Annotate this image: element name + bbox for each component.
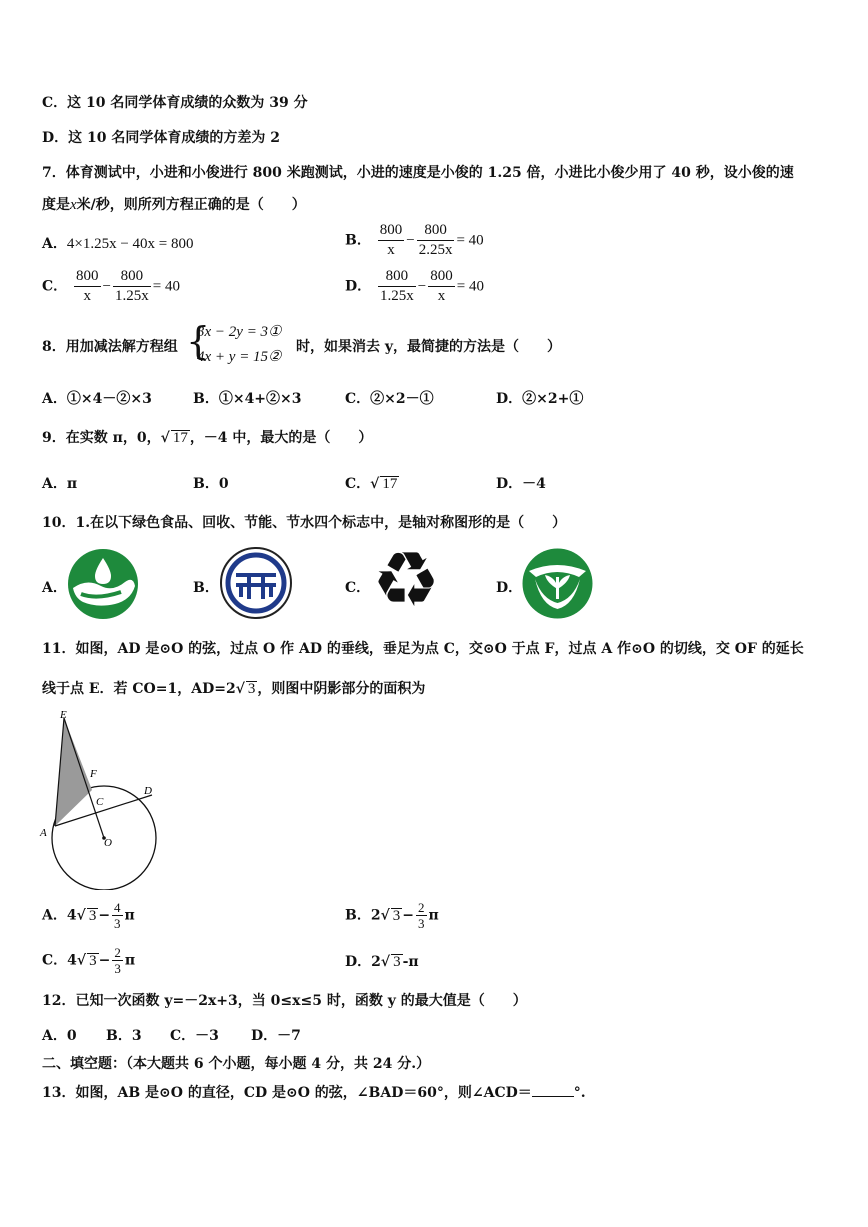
energy-saving-logo xyxy=(219,546,293,620)
q6-option-c: C．这 10 名同学体育成绩的众数为 39 分 xyxy=(42,95,308,111)
q10-option-b-label: B． xyxy=(193,580,219,596)
q10-option-a-label: A． xyxy=(42,580,67,596)
recycle-icon: ♻ xyxy=(372,535,441,624)
q11-option-b: B．2√ 3 − $\frac{2}{3}$ π xyxy=(345,900,439,931)
q9-option-c: C．√ 17 xyxy=(345,476,398,492)
q12-option-b: B．3 xyxy=(106,1028,142,1044)
q8-equation-2: 4x + y = 15② xyxy=(197,349,282,365)
label-f: F xyxy=(90,768,97,780)
q7-stem-line1: 7．体育测试中，小进和小俊进行 800 米跑测试，小进的速度是小俊的 1.25 倍，小进比小俊少用了 40 秒，设小俊的速 xyxy=(42,165,794,181)
q8-option-b: B．①×4+②×3 xyxy=(193,391,302,407)
q11-option-a: A．4√ 3 − $\frac{4}{3}$ π xyxy=(42,900,135,931)
q9-option-d: D．－4 xyxy=(496,476,546,492)
circle-tangent-figure xyxy=(36,706,166,890)
q6-option-d: D．这 10 名同学体育成绩的方差为 2 xyxy=(42,130,280,146)
q12-option-c: C．－3 xyxy=(170,1028,219,1044)
q11-stem-line2: 线于点 E．若 CO=1，AD=2√ 3 ，则图中阴影部分的面积为 xyxy=(42,681,426,697)
q13-stem: 13．如图，AB 是⊙O 的直径，CD 是⊙O 的弦，∠BAD＝60°，则∠ACD＝ °. xyxy=(42,1085,586,1101)
label-c: C xyxy=(96,796,104,808)
section-2-heading: 二、填空题：（本大题共 6 个小题，每小题 4 分，共 24 分.） xyxy=(42,1056,431,1072)
q9-stem: 9．在实数 π，0，√ 17 ，－4 中，最大的是（ ） xyxy=(42,430,373,446)
q9-option-a: A．π xyxy=(42,476,78,492)
q7-option-c: C． $\frac{800}{x}$ − $\frac{800}{1.25x}$ = 40 xyxy=(42,268,180,304)
q8-option-c: C．②×2－① xyxy=(345,391,434,407)
q7-stem-line2: 度是x米/秒，则所列方程正确的是（ ） xyxy=(42,197,306,213)
q12-option-d: D．－7 xyxy=(251,1028,301,1044)
q8-option-a: A．①×4－②×3 xyxy=(42,391,152,407)
q11-stem-line1: 11．如图，AD 是⊙O 的弦，过点 O 作 AD 的垂线，垂足为点 C，交⊙O 于点 F，过点 A 作⊙O 的切线，交 OF 的延长 xyxy=(42,641,804,657)
q11-option-d: D．2√ 3 -π xyxy=(345,954,419,970)
q7-option-d: D． $\frac{800}{1.25x}$ − $\frac{800}{x}$ = 40 xyxy=(345,268,484,304)
q10-stem: 10．1.在以下绿色食品、回收、节能、节水四个标志中，是轴对称图形的是（ ） xyxy=(42,515,567,531)
label-o: O xyxy=(104,837,112,849)
q8-option-d: D．②×2+① xyxy=(496,391,584,407)
system-brace: { xyxy=(186,319,211,363)
q8-equation-1: 3x − 2y = 3① xyxy=(197,324,282,340)
q8-stem-prefix: 8．用加减法解方程组 xyxy=(42,339,178,355)
q12-stem: 12．已知一次函数 y=－2x+3，当 0≤x≤5 时，函数 y 的最大值是（ ） xyxy=(42,993,527,1009)
q10-option-d-label: D． xyxy=(496,580,523,596)
q7-option-a: A．4×1.25x − 40x = 800 xyxy=(42,236,194,252)
q9-option-b: B．0 xyxy=(193,476,229,492)
label-d: D xyxy=(144,785,152,797)
q7-option-b: B． $\frac{800}{x}$ − $\frac{800}{2.25x}$ = 40 xyxy=(345,222,484,258)
q10-option-c-label: C． xyxy=(345,580,371,596)
q11-option-c: C．4√ 3 − $\frac{2}{3}$ π xyxy=(42,945,136,976)
q12-option-a: A．0 xyxy=(42,1028,77,1044)
label-a: A xyxy=(40,827,47,839)
green-food-logo xyxy=(67,548,139,620)
answer-blank xyxy=(532,1084,574,1097)
label-e: E xyxy=(60,709,67,721)
q8-stem-suffix: 时，如果消去 y，最简捷的方法是（ ） xyxy=(296,339,562,355)
water-saving-logo xyxy=(521,547,594,620)
